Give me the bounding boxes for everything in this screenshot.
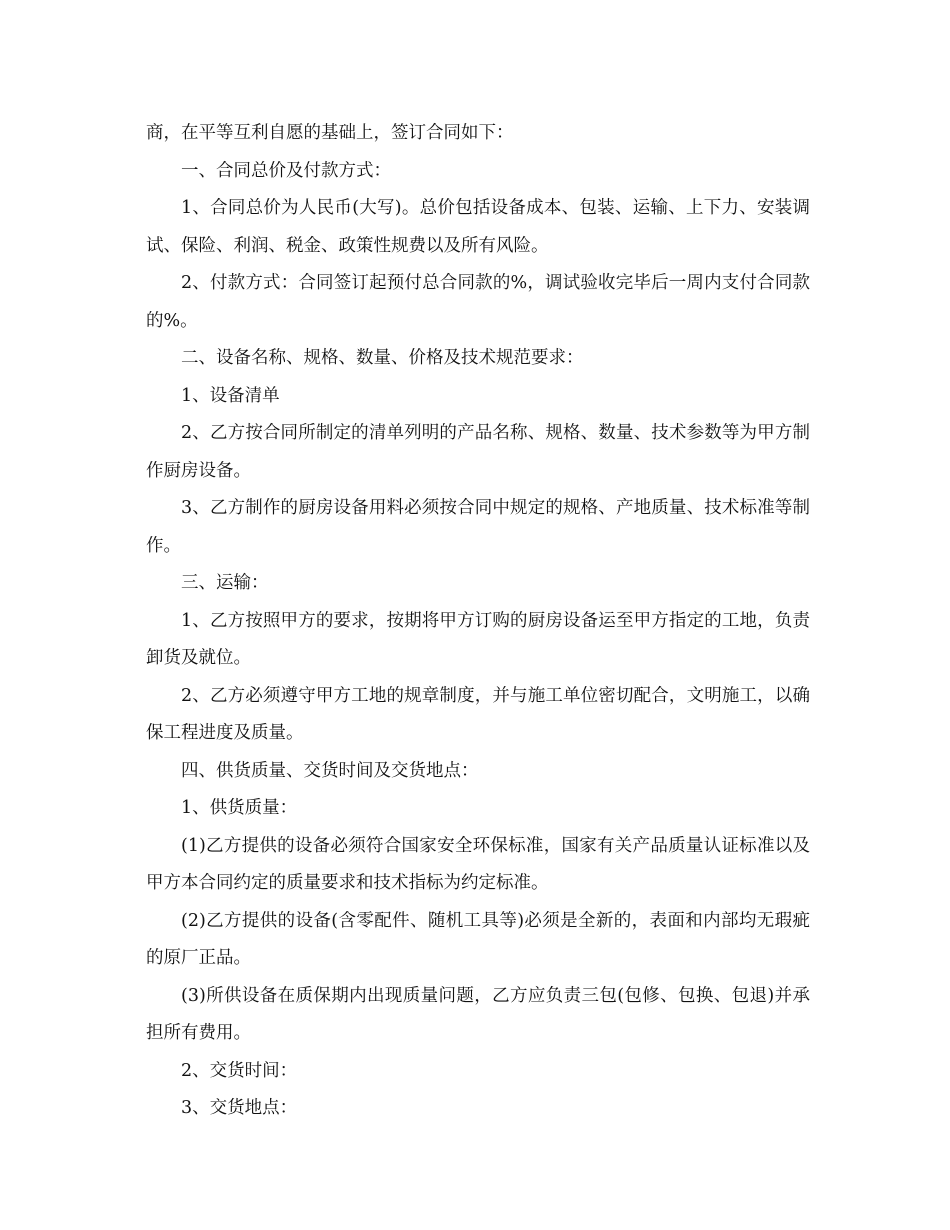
clause-payment-method: 2、付款方式：合同签订起预付总合同款的%，调试验收完毕后一周内支付合同款的%。	[146, 273, 810, 331]
clause-delivery-to-site: 1、乙方按照甲方的要求，按期将甲方订购的厨房设备运至甲方指定的工地，负责卸货及就位。	[146, 610, 810, 668]
contract-body	[146, 115, 810, 1128]
section-heading-transport: 三、运输：	[181, 573, 269, 593]
clause-site-rules: 2、乙方必须遵守甲方工地的规章制度，并与施工单位密切配合，文明施工，以确保工程进度及质量。	[146, 685, 810, 743]
section-heading-equipment-specs: 二、设备名称、规格、数量、价格及技术规范要求：	[181, 348, 584, 368]
clause-delivery-location: 3、交货地点：	[181, 1098, 298, 1118]
clause-supply-quality: 1、供货质量：	[181, 798, 298, 818]
clause-equipment-list: 1、设备清单	[181, 385, 280, 406]
section-heading-price-payment: 一、合同总价及付款方式：	[181, 160, 391, 181]
clause-manufacture-by-list: 2、乙方按合同所制定的清单列明的产品名称、规格、数量、技术参数等为甲方制作厨房设备。	[146, 423, 810, 481]
clause-delivery-time: 2、交货时间：	[181, 1060, 298, 1081]
clause-warranty: (3)所供设备在质保期内出现质量问题，乙方应负责三包(包修、包换、包退)并承担所有费用。	[146, 985, 810, 1043]
clause-new-genuine: (2)乙方提供的设备(含零配件、随机工具等)必须是全新的，表面和内部均无瑕疵的原厂正品。	[146, 910, 810, 968]
clause-total-price: 1、合同总价为人民币(大写)。总价包括设备成本、包装、运输、上下力、安装调试、保险、利润、税金、政策性规费以及所有风险。	[146, 198, 810, 256]
clause-quality-standards: (1)乙方提供的设备必须符合国家安全环保标准，国家有关产品质量认证标准以及甲方本合同约定的质量要求和技术指标为约定标准。	[146, 835, 810, 893]
clause-materials-standard: 3、乙方制作的厨房设备用料必须按合同中规定的规格、产地质量、技术标准等制作。	[146, 498, 810, 556]
section-heading-quality-delivery: 四、供货质量、交货时间及交货地点：	[181, 760, 479, 781]
paragraph-intro: 商，在平等互利自愿的基础上，签订合同如下：	[146, 123, 514, 143]
